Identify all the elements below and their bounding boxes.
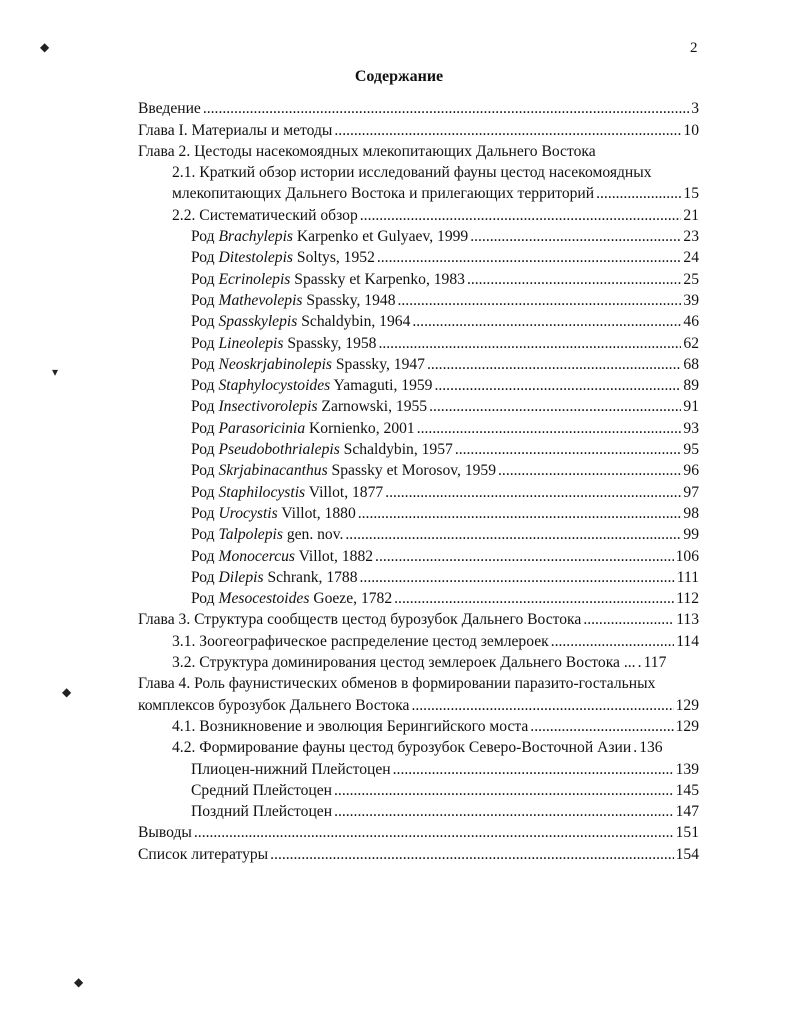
genus-author: Karpenko et Gulyaev, 1999 [296,228,469,246]
leader-dots [378,333,681,354]
leader-dots [412,311,681,332]
genus-author: Villot, 1880 [281,504,356,522]
toc-page: 114 [676,632,699,650]
toc-entry-genus[interactable] [138,290,699,311]
toc-entry-genus[interactable] [138,226,699,247]
toc-label: комплексов бурозубок Дальнего Востока [138,696,410,714]
toc-entry-section-2-1-cont[interactable] [138,183,699,204]
toc-label: Плиоцен-нижний Плейстоцен [191,760,391,778]
genus-name: Spasskylepis [218,313,298,331]
toc-label: Глава 4. Роль фаунистических обменов в формировании паразито-гостальных [138,675,656,693]
genus-prefix: Род [191,568,215,586]
toc-entry-genus[interactable] [138,503,699,524]
genus-author: Schrank, 1788 [267,568,358,586]
toc-entry-genus[interactable] [138,567,699,588]
toc-page: 24 [683,249,699,267]
toc-page: 145 [675,781,699,799]
leader-dots [345,524,681,545]
toc-label: млекопитающих Дальнего Востока и прилегающих территорий [172,185,595,203]
toc-page: 96 [683,462,699,480]
leader-dots [270,844,673,865]
toc-entry-chapter-3[interactable] [138,609,699,630]
genus-name: Parasoricinia [218,419,306,437]
genus-name: Staphilocystis [218,483,306,501]
leader-dots [455,439,682,460]
leader-dots [596,183,681,204]
page-number: 2 [690,40,698,56]
genus-author: Kornienko, 2001 [309,419,415,437]
genus-prefix: Род [191,590,215,608]
scan-speck: ◆ [40,40,50,54]
genus-author: Schaldybin, 1964 [301,313,411,331]
genus-prefix: Род [191,526,215,544]
toc-entry-section-4-1[interactable] [138,716,699,737]
toc-entry-period[interactable] [138,780,699,801]
genus-prefix: Род [191,249,215,267]
toc-entry-conclusions[interactable] [138,822,699,843]
genus-prefix: Род [191,270,215,288]
toc-entry-chapter-4-cont[interactable] [138,694,699,715]
toc-entry-genus[interactable] [138,332,699,353]
genus-name: Skrjabinacanthus [218,462,328,480]
toc-page: 147 [675,803,699,821]
toc-page: 15 [683,185,699,203]
toc-page: 62 [683,334,699,352]
toc-page: 46 [683,313,699,331]
genus-name: Insectivorolepis [218,398,318,416]
toc-label: 4.2. Формирование фауны цестод бурозубок Северо-Восточной Азии [172,739,632,757]
toc-label: Глава 3. Структура сообществ цестод бурозубок Дальнего Востока [138,611,582,629]
toc-entry-genus[interactable] [138,375,699,396]
genus-name: Dilepis [218,568,264,586]
toc-page: 25 [683,270,699,288]
table-of-contents [138,98,699,865]
toc-entry-genus[interactable] [138,354,699,375]
genus-name: Urocystis [218,504,278,522]
leader-dots [334,780,674,801]
leader-dots [467,269,681,290]
genus-name: Pseudobothrialepis [218,441,340,459]
toc-page: 151 [675,824,699,842]
toc-entry-introduction[interactable] [138,98,699,119]
genus-author: Spassky, 1958 [287,334,377,352]
toc-page: 39 [683,291,699,309]
genus-prefix: Род [191,228,215,246]
leader-dots [427,354,681,375]
genus-name: Mathevolepis [218,291,303,309]
genus-name: Mesocestoides [218,590,310,608]
toc-entry-chapter-4[interactable] [138,673,699,694]
genus-prefix: Род [191,355,215,373]
leader-dots [398,290,682,311]
scan-speck: ◆ [74,975,84,989]
toc-entry-chapter-2[interactable] [138,141,699,162]
toc-label: Глава I. Материалы и методы [138,121,333,139]
toc-page: 129 [675,717,699,735]
toc-page: 139 [675,760,699,778]
leader-dots [530,716,673,737]
genus-name: Talpolepis [218,526,283,544]
leader-dots [194,822,674,843]
genus-prefix: Род [191,547,215,565]
leader-dots [411,695,673,716]
scan-speck: ▾ [52,365,59,379]
leader-dots [394,588,674,609]
genus-name: Ecrinolepis [218,270,291,288]
genus-prefix: Род [191,313,215,331]
leader-dots [360,567,675,588]
toc-entry-genus[interactable] [138,247,699,268]
leader-dots [551,631,674,652]
toc-page: 117 [643,654,667,672]
genus-author: Goeze, 1782 [313,590,393,608]
genus-prefix: Род [191,291,215,309]
leader-dots [583,609,674,630]
leader-dots [393,759,674,780]
toc-page: 98 [683,504,699,522]
toc-page: 111 [676,568,699,586]
leader-dots [417,418,682,439]
genus-prefix: Род [191,419,215,437]
genus-author: Soltys, 1952 [296,249,375,267]
toc-label: 3.1. Зоогеографическое распределение цестод землероек [172,632,549,650]
genus-prefix: Род [191,441,215,459]
toc-page: 112 [676,590,699,608]
toc-label: Средний Плейстоцен [191,781,333,799]
toc-page: 99 [683,526,699,544]
leader-dots [638,652,642,673]
leader-dots [633,737,637,758]
toc-entry-chapter-1[interactable] [138,119,699,140]
toc-entry-genus[interactable] [138,481,699,502]
genus-author: Spassky, 1947 [335,355,425,373]
leader-dots [358,503,682,524]
genus-author: Schaldybin, 1957 [343,441,453,459]
toc-label: 3.2. Структура доминирования цестод землероек Дальнего Востока ... [172,654,636,672]
genus-prefix: Род [191,462,215,480]
toc-entry-genus[interactable] [138,396,699,417]
genus-author: Villot, 1877 [308,483,384,501]
genus-name: Neoskrjabinolepis [218,355,332,373]
leader-dots [360,205,682,226]
toc-entry-period[interactable] [138,758,699,779]
page-title: Содержание [354,68,444,85]
leader-dots [377,247,682,268]
toc-entry-section-2-2[interactable] [138,204,699,225]
toc-label: 2.2. Систематический обзор [172,206,358,224]
genus-prefix: Род [191,398,215,416]
toc-entry-section-3-1[interactable] [138,630,699,651]
genus-name: Ditestolepis [218,249,293,267]
genus-author: Spassky et Morosov, 1959 [331,462,497,480]
genus-name: Lineolepis [218,334,284,352]
leader-dots [385,482,681,503]
toc-entry-period[interactable] [138,801,699,822]
genus-prefix: Род [191,483,215,501]
scan-speck: ◆ [62,685,72,699]
toc-page: 91 [683,398,699,416]
toc-page: 10 [683,121,699,139]
genus-author: Yamaguti, 1959 [333,377,433,395]
leader-dots [203,98,689,119]
toc-entry-references[interactable] [138,843,699,864]
leader-dots [334,120,681,141]
toc-page: 93 [683,419,699,437]
toc-page: 154 [675,845,699,863]
toc-page: 3 [691,100,699,118]
toc-entry-genus[interactable] [138,460,699,481]
leader-dots [470,226,681,247]
toc-label: Список литературы [138,845,269,863]
toc-entry-genus[interactable] [138,524,699,545]
toc-page: 113 [676,611,699,629]
leader-dots [498,460,681,481]
genus-author: Spassky, 1948 [306,291,396,309]
leader-dots [334,801,674,822]
toc-entry-genus[interactable] [138,417,699,438]
toc-entry-section-3-2[interactable] [138,652,699,673]
toc-entry-genus[interactable] [138,439,699,460]
toc-entry-genus[interactable] [138,311,699,332]
toc-label: Глава 2. Цестоды насекомоядных млекопитающих Дальнего Востока [138,142,596,160]
toc-page: 95 [683,441,699,459]
toc-page: 89 [683,377,699,395]
toc-page: 68 [683,355,699,373]
toc-label: 4.1. Возникновение и эволюция Берингийского моста [172,717,529,735]
genus-name: Brachylepis [218,228,293,246]
genus-prefix: Род [191,504,215,522]
genus-prefix: Род [191,334,215,352]
genus-name: Monocercus [218,547,295,565]
toc-entry-genus[interactable] [138,588,699,609]
toc-entry-genus[interactable] [138,268,699,289]
toc-label: Поздний Плейстоцен [191,803,333,821]
toc-page: 106 [675,547,699,565]
toc-entry-section-4-2[interactable] [138,737,699,758]
toc-label: 2.1. Краткий обзор истории исследований фауны цестод насекомоядных [172,164,652,182]
toc-entry-section-2-1[interactable] [138,162,699,183]
genus-author: Villot, 1882 [298,547,374,565]
toc-page: 23 [683,228,699,246]
toc-page: 97 [683,483,699,501]
leader-dots [375,546,674,567]
leader-dots [429,396,681,417]
toc-label: Введение [138,100,201,118]
genus-prefix: Род [191,377,215,395]
toc-page: 136 [639,739,663,757]
toc-page: 21 [683,206,699,224]
genus-name: Staphylocystoides [218,377,331,395]
genus-author: Zarnowski, 1955 [321,398,428,416]
toc-label: Выводы [138,824,192,842]
toc-entry-genus[interactable] [138,545,699,566]
genus-author: gen. nov. [286,526,344,544]
toc-page: 129 [675,696,699,714]
leader-dots [434,375,681,396]
genus-author: Spassky et Karpenko, 1983 [294,270,465,288]
